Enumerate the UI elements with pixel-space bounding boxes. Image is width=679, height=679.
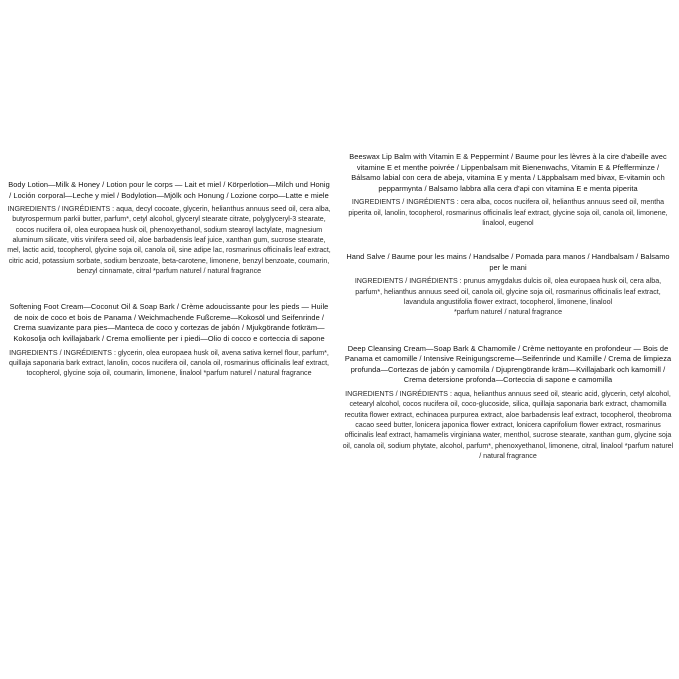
product-title-deep-cleansing-cream: Deep Cleansing Cream—Soap Bark & Chamomile / Crème nettoyante en profondeur — Bois de Panama et camomille / Intensive Reinigungscreme—Seifenrinde und Kamille / Crema de limpieza profunda—Cortezas de jabón y camomila / Djuprengörande kräm—Kvillajabark och kamomill / Crema detersione profonda—Corteccia di sapone e camomilla [344,343,672,385]
product-ingredients-foot-cream: INGREDIENTS / INGRÉDIENTS : glycerin, olea europaea husk oil, avena sativa kernel flour, parfum*, quillaja saponaria bark extract, lanolin, cocos nucifera oil, canola oil, rosmarinus officinalis leaf extract, tocopherol, glycine soja oil, coumarin, limonene, linalool *parfum naturel / natural fragrance [8,348,330,378]
product-block-body-lotion [4,180,334,276]
product-ingredients-body-lotion: INGREDIENTS / INGRÉDIENTS : aqua, decyl cocoate, glycerin, helianthus annuus seed oil, cera alba, butyrospermum parkii butter, parfum*, cetyl alcohol, glyceryl stearate citrate, polyglyceryl-3 stearate, cocos nucifera oil, olea europaea husk oil, phenoxyethanol, sodium stearoyl lactylate, magnesium aluminum silicate, vitis vinifera seed oil, aloe barbadensis leaf juice, xanthan gum, sucrose stearate, mel, lactic acid, tocopherol, glycine soja oil, canola oil, sine adipe lac, rosmarinus officinalis leaf extract, citric acid, potassium sorbate, sodium benzoate, beta-carotene, limonene, benzyl benzoate, coumarin, benzyl cinnamate, citral *parfum naturel / natural fragrance [7,205,331,275]
product-parfum-note-hand-salve: *parfum naturel / natural fragrance [453,308,563,317]
product-title-body-lotion: Body Lotion—Milk & Honey / Lotion pour le corps — Lait et miel / Körperlotion—Milch und Honig / Loción corporal—Leche y miel / Bodylotion—Mjölk och Honung / Lozione corpo—Latte e miele [8,180,330,200]
product-block-hand-salve [340,252,676,317]
product-title-lip-balm: Beeswax Lip Balm with Vitamin E & Peppermint / Baume pour les lèvres à la cire d'abeille avec vitamine E et menthe poivrée / Lippenbalsam mit Bienenwachs, Vitamin E & Pfefferminze / Bálsamo labial con cera de abeja, vitamina E y menta / Läppbalsam med bivax, E-vitamin och pepparmynta / Balsamo labbra alla cera d'api con vitamina E e menta piperita [349,152,667,193]
product-ingredients-hand-salve: INGREDIENTS / INGRÉDIENTS : prunus amygdalus dulcis oil, olea europaea husk oil, cera alba, parfum*, helianthus annuus seed oil, canola oil, glycine soja oil, rosmarinus officinalis leaf extract, lavandula angustifolia flower extract, tocopherol, limonene, linalool [354,277,662,307]
product-title-foot-cream: Softening Foot Cream—Coconut Oil & Soap Bark / Crème adoucissante pour les pieds — Huile de noix de coco et bois de Panama / Weichmachende Fußcreme—Kokosöl und Seifenrinde / Crema suavizante para pies—Manteca de coco y cortezas de jabón / Mjukgörande fotkräm—Kokosolja och kvillajabark / Crema emolliente per i piedi—Olio di cocco e corteccia di sapone [9,302,329,344]
right-column [340,152,676,461]
product-title-hand-salve: Hand Salve / Baume pour les mains / Handsalbe / Pomada para manos / Handbalsam / Balsamo per le mani [346,252,670,272]
product-ingredients-deep-cleansing-cream: INGREDIENTS / INGRÉDIENTS : aqua, helianthus annuus seed oil, stearic acid, glycerin, cetyl alcohol, cetearyl alcohol, cocos nucifera oil, coco-glucoside, silica, quillaja saponaria bark extract, chamomilla recutita flower extract, echinacea purpurea extract, aloe barbadensis leaf extract, tocopherol, theobroma cacao seed butter, lonicera japonica flower extract, lonicera caprifolium flower extract, rosmarinus officinalis leaf extract, hamamelis virginiana water, menthol, sucrose stearate, xanthan gum, glycine soja oil, canola oil, sodium phytate, alcohol, parfum*, phenoxyethanol, limonene, citral, linalool *parfum naturel / natural fragrance [342,390,674,460]
product-block-deep-cleansing-cream [340,344,676,461]
left-column [4,180,334,379]
product-block-lip-balm [340,152,676,228]
product-ingredients-lip-balm: INGREDIENTS / INGRÉDIENTS : cera alba, cocos nucifera oil, helianthus annuus seed oil, mentha piperita oil, lanolin, tocopherol, rosmarinus officinalis leaf extract, glycine soja oil, canola oil, limonene, linalool, eugenol [348,198,668,227]
product-block-foot-cream [4,302,334,378]
